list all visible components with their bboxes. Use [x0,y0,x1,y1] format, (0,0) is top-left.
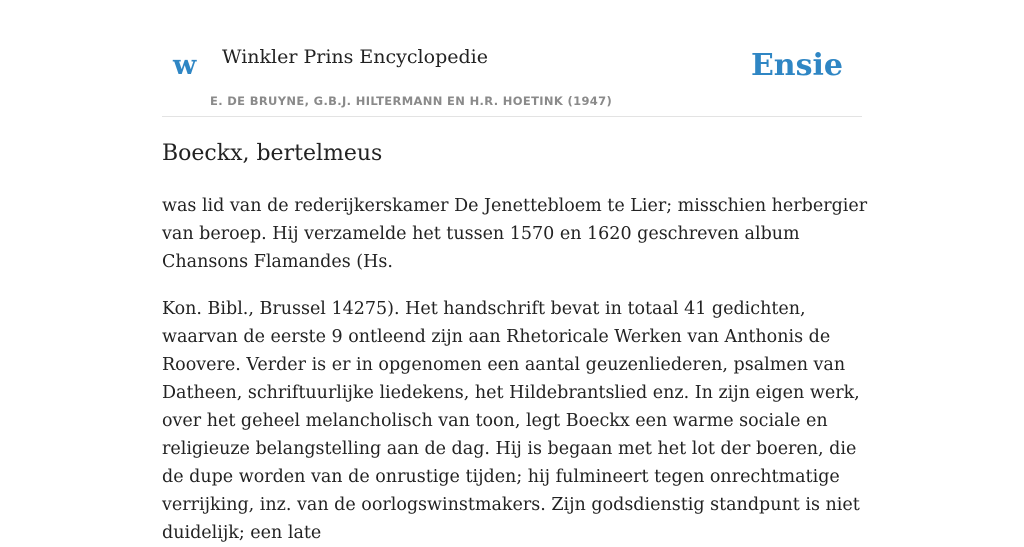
article-paragraph-2: Kon. Bibl., Brussel 14275). Het handschrift bevat in totaal 41 gedichten, waarvan de eerste 9 ontleend zijn aan Rhetoricale Werken van Anthonis de Roovere. Verder is er in opgenomen een aantal geuzenliederen, psalmen van Datheen, schriftuurlijke liedekens, het Hildebrantslied enz. In zijn eigen werk, over het geheel melancholisch van toon, legt Boeckx een warme sociale en religieuze belangstelling aan de dag. Hij is begaan met het lot der boeren, die de dupe worden van de onrustige tijden; hij fulmineert tegen onrechtmatige verrijking, inz. van de oorlogswinstmakers. Zijn godsdienstig standpunt is niet duidelijk; een late [162,299,860,543]
site-title-link[interactable]: Winkler Prins Encyclopedie [222,46,488,68]
ensie-brand-link[interactable]: Ensie [750,48,843,83]
article-paragraph-1: was lid van de rederijkerskamer De Jenettebloem te Lier; misschien herbergier van beroep. Hij verzamelde het tussen 1570 en 1620 geschreven album Chansons Flamandes (Hs. [162,196,868,272]
site-header [162,0,862,117]
logo-icon[interactable]: w [173,50,197,81]
article-title: Boeckx, bertelmeus [162,141,383,166]
authors-line: E. DE BRUYNE, G.B.J. HILTERMANN EN H.R. HOETINK (1947) [210,94,613,108]
article [162,138,868,547]
